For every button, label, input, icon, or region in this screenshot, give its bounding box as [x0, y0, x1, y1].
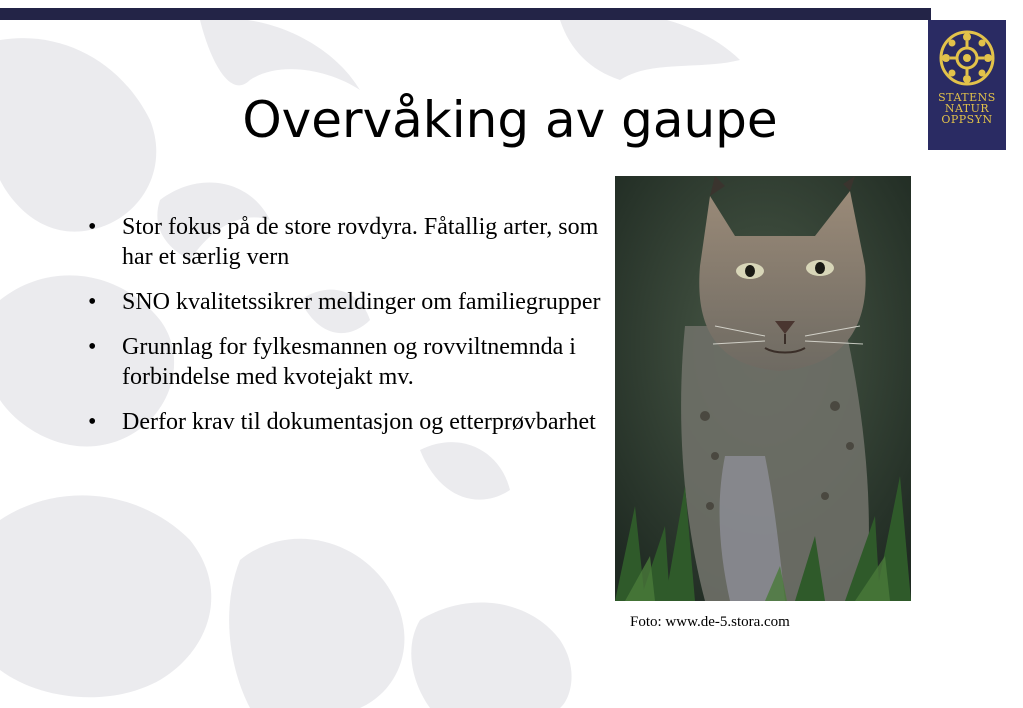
- bullet-item: [88, 332, 608, 392]
- lynx-photo: [615, 176, 911, 601]
- bullet-text: Derfor krav til dokumentasjon og etterprøvbarhet: [122, 409, 596, 435]
- bullet-icon: •: [88, 214, 97, 240]
- logo-line-3: OPPSYN: [941, 113, 993, 126]
- top-bar: [0, 8, 931, 20]
- bullet-text: Grunnlag for fylkesmannen og rovviltnemnda i forbindelse med kvotejakt mv.: [122, 334, 576, 390]
- logo-line-2: NATUR: [944, 102, 990, 115]
- bullet-item: [88, 407, 608, 437]
- bullet-icon: •: [88, 289, 97, 315]
- photo-caption: Foto: www.de-5.stora.com: [630, 614, 790, 630]
- bullet-list: [88, 212, 608, 452]
- bullet-icon: •: [88, 409, 97, 435]
- bullet-item: [88, 212, 608, 272]
- bullet-icon: •: [88, 334, 97, 360]
- bullet-text: Stor fokus på de store rovdyra. Fåtallig arter, som har et særlig vern: [122, 214, 599, 270]
- slide-title: Overvåking av gaupe: [242, 91, 778, 149]
- bullet-text: SNO kvalitetssikrer meldinger om familiegrupper: [122, 289, 601, 315]
- logo: [928, 20, 1006, 150]
- bullet-item: [88, 287, 608, 317]
- logo-line-1: STATENS: [938, 91, 996, 104]
- logo-text: [938, 92, 996, 125]
- emblem-icon: [937, 28, 997, 88]
